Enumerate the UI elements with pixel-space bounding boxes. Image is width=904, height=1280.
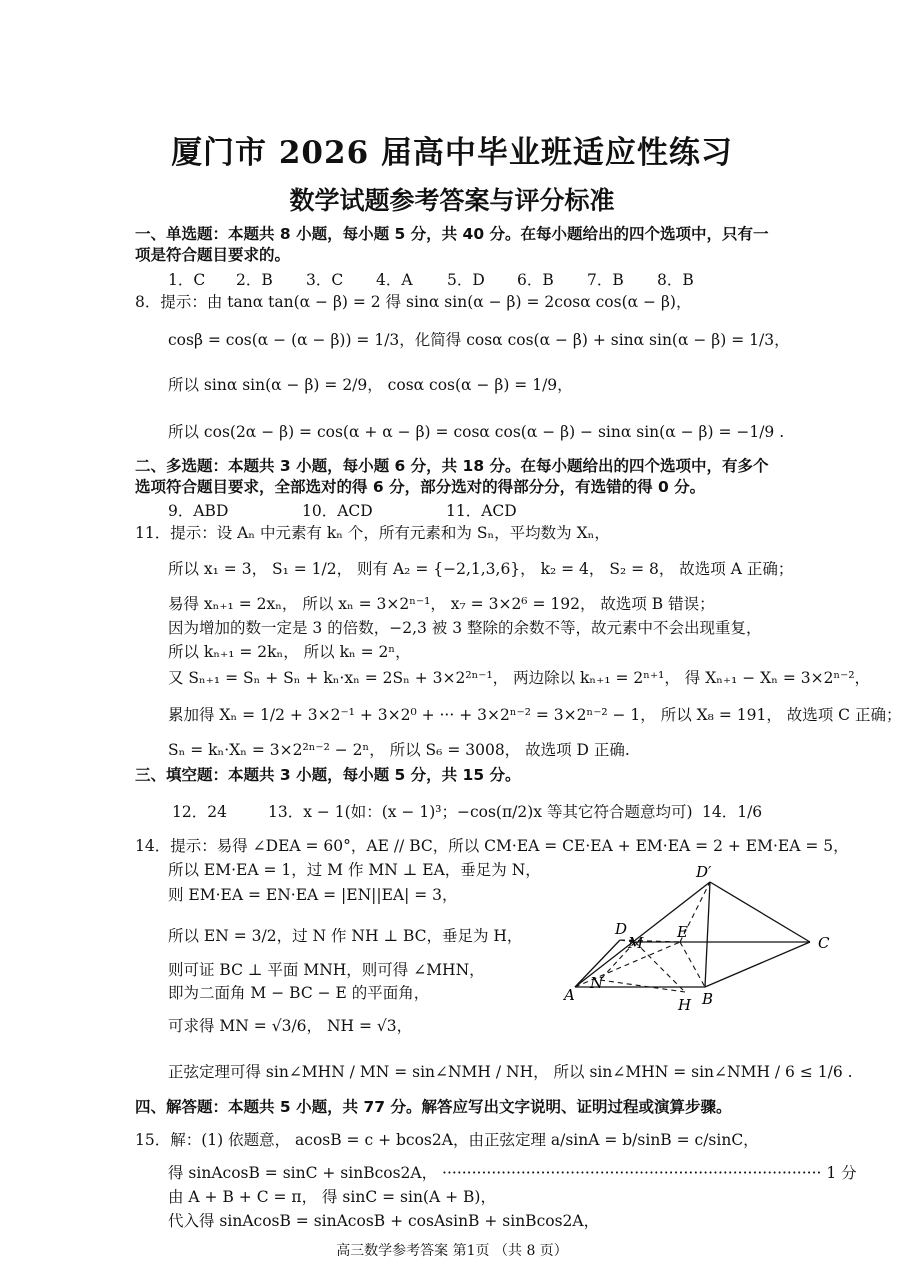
hint14-line2: 所以 EM·EA = 1，过 M 作 MN ⊥ EA，垂足为 N， — [168, 861, 541, 879]
hint11-line2: 所以 x₁ = 3， S₁ = 1/2， 则有 A₂ = {−2,1,3,6}， k₂ = 4， S₂ = 8， 故选项 A 正确； — [168, 560, 794, 578]
answer-14: 14．1/6 — [702, 803, 763, 821]
label-N: N — [590, 974, 604, 992]
hint14-line5: 则可证 BC ⊥ 平面 MNH，则可得 ∠MHN， — [168, 961, 485, 979]
label-B: B — [702, 990, 714, 1008]
label-C: C — [818, 934, 830, 952]
label-D: D — [615, 920, 628, 938]
q15-line1: 15．解：(1) 依题意， acosB = c + bcos2A，由正弦定理 a/sinA = b/sinB = c/sinC， — [135, 1131, 759, 1149]
section1-heading-line2: 项是符合题目要求的。 — [135, 246, 291, 264]
answer-12: 12．24 — [172, 803, 227, 821]
label-M: M — [628, 934, 644, 952]
dash-E-B — [680, 942, 705, 987]
hint14-line1: 14．提示：易得 ∠DEA = 60°，AE // BC，所以 CM·EA = CE·EA + EM·EA = 2 + EM·EA = 5， — [135, 837, 849, 855]
hint11-line8: Sₙ = kₙ·Xₙ = 3×2²ⁿ⁻² − 2ⁿ， 所以 S₆ = 3008， 故选项 D 正确. — [168, 741, 630, 759]
answer-2: 2．B — [236, 271, 273, 289]
answer-11: 11．ACD — [446, 502, 517, 520]
answer-8: 8．B — [657, 271, 694, 289]
hint11-line7: 累加得 Xₙ = 1/2 + 3×2⁻¹ + 3×2⁰ + ··· + 3×2ⁿ⁻² = 3×2ⁿ⁻² − 1， 所以 X₈ = 191， 故选项 C 正确； — [168, 706, 902, 724]
hint11-line6: 又 Sₙ₊₁ = Sₙ + Sₙ + kₙ·xₙ = 2Sₙ + 3×2²ⁿ⁻¹， 两边除以 kₙ₊₁ = 2ⁿ⁺¹， 得 Xₙ₊₁ − Xₙ = 3×2ⁿ⁻²， — [168, 669, 871, 687]
answer-10: 10．ACD — [302, 502, 373, 520]
label-A: A — [564, 986, 575, 1004]
section2-heading-line1: 二、多选题：本题共 3 小题，每小题 6 分，共 18 分。在每小题给出的四个选项中，有多个 — [135, 457, 769, 475]
answer-6: 6．B — [517, 271, 554, 289]
label-H: H — [678, 996, 692, 1014]
hint8-line2: cosβ = cos(α − (α − β)) = 1/3，化简得 cosα cos(α − β) + sinα sin(α − β) = 1/3， — [168, 331, 790, 349]
pyramid-figure — [560, 862, 850, 1022]
hint14-line3: 则 EM·EA = EN·EA = |EN||EA| = 3， — [168, 886, 458, 904]
hint11-line1: 11．提示：设 Aₙ 中元素有 kₙ 个，所有元素和为 Sₙ，平均数为 Xₙ， — [135, 524, 610, 542]
page-title: 厦门市 2026 届高中毕业班适应性练习 — [171, 135, 733, 171]
edge-B-C — [705, 942, 810, 987]
label-E: E — [677, 923, 688, 941]
hint11-line4: 因为增加的数一定是 3 的倍数，−2,3 被 3 整除的余数不等，故元素中不会出现重复， — [168, 619, 762, 637]
answer-1: 1．C — [168, 271, 206, 289]
answer-9: 9．ABD — [168, 502, 229, 520]
hint14-line8: 正弦定理可得 sin∠MHN / MN = sin∠NMH / NH， 所以 sin∠MHN = sin∠NMH / 6 ≤ 1/6 . — [168, 1063, 853, 1081]
answer-4: 4．A — [376, 271, 413, 289]
edge-Dp-B — [705, 882, 710, 987]
answer-7: 7．B — [587, 271, 624, 289]
label-Dp: D′ — [696, 863, 712, 881]
page-footer: 高三数学参考答案 第1页 （共 8 页） — [336, 1243, 568, 1259]
answer-3: 3．C — [306, 271, 344, 289]
edge-Dp-C — [710, 882, 810, 942]
dash-N-H — [600, 980, 685, 992]
hint14-line4: 所以 EN = 3/2，过 N 作 NH ⊥ BC，垂足为 H， — [168, 927, 523, 945]
section2-heading-line2: 选项符合题目要求，全部选对的得 6 分，部分选对的得部分分，有选错的得 0 分。 — [135, 478, 706, 496]
section4-heading: 四、解答题：本题共 5 小题，共 77 分。解答应写出文字说明、证明过程或演算步骤。 — [135, 1098, 732, 1116]
q15-line4: 代入得 sinAcosB = sinAcosB + cosAsinB + sinBcos2A， — [168, 1212, 600, 1230]
answer-5: 5．D — [447, 271, 485, 289]
hint11-line5: 所以 kₙ₊₁ = 2kₙ， 所以 kₙ = 2ⁿ， — [168, 643, 411, 661]
hint11-line3: 易得 xₙ₊₁ = 2xₙ， 所以 xₙ = 3×2ⁿ⁻¹， x₇ = 3×2⁶ = 192， 故选项 B 错误； — [168, 595, 715, 613]
hint8-line1: 8．提示：由 tanα tan(α − β) = 2 得 sinα sin(α − β) = 2cosα cos(α − β)， — [135, 293, 692, 311]
answer-13: 13．x − 1(如：(x − 1)³；−cos(π/2)x 等其它符合题意均可) — [268, 803, 693, 821]
q15-line2: 得 sinAcosB = sinC + sinBcos2A， ············································································· 1 分 — [168, 1164, 857, 1182]
page-subtitle: 数学试题参考答案与评分标准 — [289, 186, 615, 215]
hint8-line3: 所以 sinα sin(α − β) = 2/9， cosα cos(α − β) = 1/9， — [168, 376, 573, 394]
hint14-line7: 可求得 MN = √3/6， NH = √3， — [168, 1017, 413, 1035]
hint8-line4: 所以 cos(2α − β) = cos(α + α − β) = cosα cos(α − β) − sinα sin(α − β) = −1/9 . — [168, 423, 785, 441]
section1-heading-line1: 一、单选题：本题共 8 小题，每小题 5 分，共 40 分。在每小题给出的四个选项中，只有一 — [135, 225, 769, 243]
section3-heading: 三、填空题：本题共 3 小题，每小题 5 分，共 15 分。 — [135, 766, 521, 784]
q15-line3: 由 A + B + C = π， 得 sinC = sin(A + B)， — [168, 1188, 496, 1206]
hint14-line6: 即为二面角 M − BC − E 的平面角， — [168, 984, 430, 1002]
